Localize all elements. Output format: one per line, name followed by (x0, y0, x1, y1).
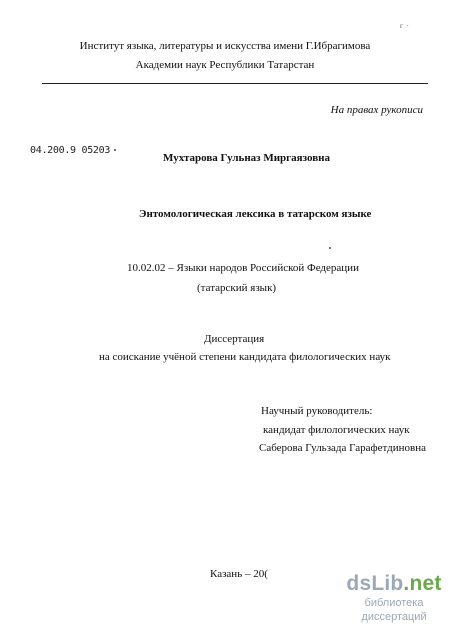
supervisor-label: Научный руководитель: (261, 405, 373, 417)
page-speck (329, 247, 331, 249)
dissertation-label: Диссертация (204, 333, 265, 345)
supervisor-degree: кандидат филологических наук (263, 424, 410, 436)
institute-line: Институт языка, литературы и искусства имени Г.Ибрагимова (79, 40, 371, 52)
code-speck (114, 149, 116, 151)
academy-line: Академии наук Республики Татарстан (135, 59, 315, 71)
supervisor-name: Саберова Гульзада Гарафетдиновна (259, 442, 427, 454)
registration-code: 04.200.9 05203 (30, 145, 111, 156)
author-name: Мухтарова Гульназ Миргаязовна (163, 152, 330, 164)
corner-scan-mark: г · (400, 22, 410, 30)
dslib-logo (338, 572, 450, 596)
dissertation-title: Энтомологическая лексика в татарском языке (139, 208, 372, 220)
header-divider (42, 83, 428, 84)
city-year: Казань – 20( (210, 568, 268, 580)
dslib-logo-tld: .net (403, 572, 442, 595)
rights-notice: На правах рукописи (330, 104, 423, 116)
dslib-watermark (338, 572, 450, 624)
specialty-line: 10.02.02 – Языки народов Российской Федерации (127, 262, 359, 274)
degree-purpose: на соискание учёной степени кандидата филологических наук (99, 351, 391, 363)
specialty-language: (татарский язык) (197, 282, 277, 294)
dslib-subtitle: библиотека диссертаций (361, 597, 427, 623)
dslib-logo-main: dsLib (346, 572, 404, 595)
